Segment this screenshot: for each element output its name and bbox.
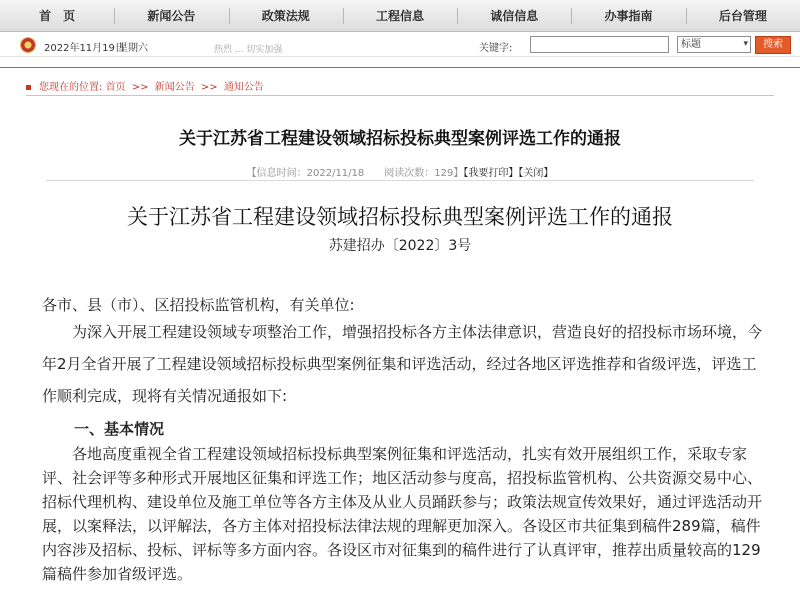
breadcrumb-news[interactable]: 新闻公告 <box>154 82 195 93</box>
nav-news[interactable]: 新闻公告 <box>114 0 228 32</box>
chevron-down-icon: ▾ <box>743 39 748 49</box>
meta-divider <box>46 180 754 181</box>
breadcrumb-home[interactable]: 首页 <box>105 82 126 93</box>
keyword-label: 关键字: <box>479 43 513 54</box>
nav-credit-info[interactable]: 诚信信息 <box>457 0 571 32</box>
breadcrumb-separator: >> <box>131 82 149 93</box>
nav-policy[interactable]: 政策法规 <box>229 0 343 32</box>
breadcrumb-lead: 您现在的位置: <box>39 82 103 93</box>
breadcrumb-underline <box>26 95 774 96</box>
emblem-icon <box>20 37 36 53</box>
search-field-select[interactable] <box>677 36 751 53</box>
close-link[interactable]: 【关闭】 <box>518 168 554 179</box>
paragraph-basic-situation: 各地高度重视全省工程建设领域招标投标典型案例征集和评选活动，扎实有效开展组织工作，采取专家评、社会评等多种形式开展地区征集和评选工作；地区活动参与度高，招投标监管机构、公共资源交易中心、招标代理机构、建设单位及施工单位等各方主体及从业人员踊跃参与；政策法规宣传效果好，通过评选活动开展，以案释法，以评解法，各方主体对招投标法律法规的理解更加深入。各设区市共征集到稿件289篇，稿件内容涉及招标、投标、评标等多方面内容。各设区市对征集到的稿件进行了认真评审，推荐出质量较高的129篇稿件参加省级评选。 <box>42 445 763 583</box>
search-input[interactable] <box>530 36 669 53</box>
article-meta <box>0 164 800 179</box>
breadcrumb-notices[interactable]: 通知公告 <box>223 82 264 93</box>
current-date: 2022年11月19日 <box>44 43 125 54</box>
document-number: 苏建招办〔2022〕3号 <box>328 238 472 254</box>
page-title: 关于江苏省工程建设领域招标投标典型案例评选工作的通报 <box>179 129 621 149</box>
article-meta-info: 【信息时间：2022/11/18 阅读次数：129】 <box>246 168 464 179</box>
paragraph-intro: 为深入开展工程建设领域专项整治工作，增强招投标各方主体法律意识，营造良好的招投标市场环境，今年2月全省开展了工程建设领域招标投标典型案例征集和评选活动，经过各地区评选推荐和省级评选，评选工作顺利完成，现将有关情况通报如下: <box>42 323 763 405</box>
info-bar <box>0 33 800 57</box>
nav-home[interactable]: 首 页 <box>39 8 76 23</box>
bullet-icon <box>26 85 31 90</box>
breadcrumb <box>26 78 264 93</box>
scrolling-notice[interactable]: 热烈 ... 切实加强 <box>214 45 283 55</box>
nav-project-info[interactable]: 工程信息 <box>343 0 457 32</box>
search-button[interactable]: 搜索 <box>755 36 791 54</box>
breadcrumb-separator: >> <box>200 82 218 93</box>
nav-admin[interactable]: 后台管理 <box>686 0 800 32</box>
section-heading: 一、基本情况 <box>74 420 165 438</box>
current-weekday: 星期六 <box>118 43 148 54</box>
print-link[interactable]: 【我要打印】 <box>463 168 519 179</box>
salutation: 各市、县（市）、区招投标监管机构，有关单位: <box>42 296 355 314</box>
search-field-value: 标题 <box>681 39 701 50</box>
header-divider <box>0 67 800 68</box>
document-title: 关于江苏省工程建设领域招标投标典型案例评选工作的通报 <box>127 205 673 229</box>
top-navigation <box>0 0 800 32</box>
nav-guide[interactable]: 办事指南 <box>571 0 685 32</box>
